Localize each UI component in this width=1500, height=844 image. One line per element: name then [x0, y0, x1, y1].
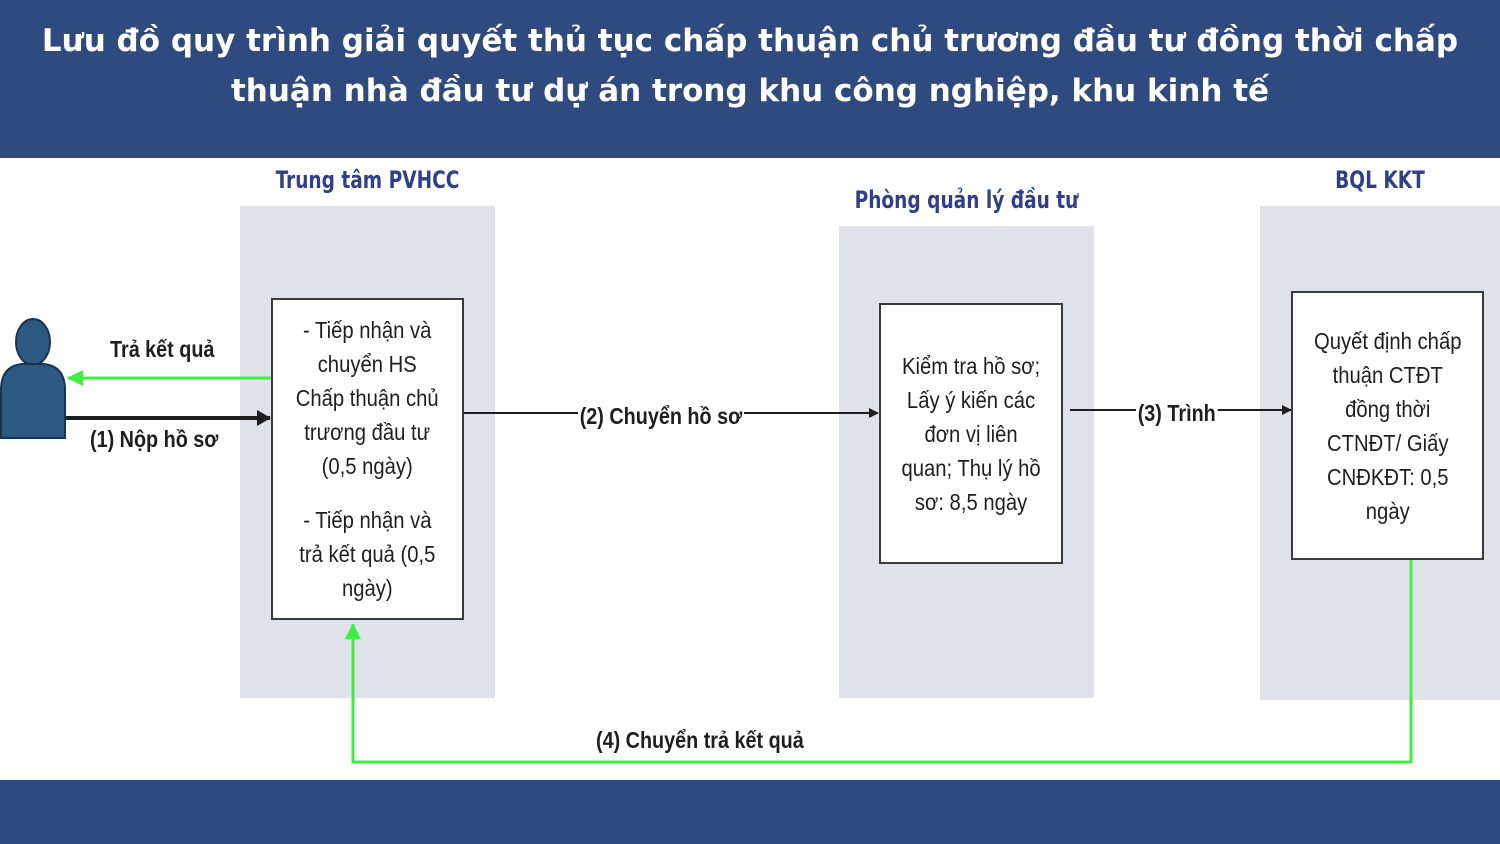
box-bql-line: CNĐKĐT: 0,5	[1326, 463, 1449, 490]
box-qldt-line: quan; Thụ lý hồ	[901, 454, 1041, 481]
box-pvhcc	[271, 298, 464, 620]
label-submit-up: (3) Trình	[1137, 400, 1216, 426]
box-pvhcc-line: trả kết quả (0,5	[299, 541, 436, 567]
box-qldt-line: đơn vị liên	[924, 420, 1018, 447]
label-transfer: (2) Chuyển hồ sơ	[579, 403, 743, 429]
label-return-result: Trả kết quả	[110, 336, 215, 362]
box-pvhcc-line: ngày)	[342, 575, 393, 601]
box-bql-line: CTNĐT/ Giấy	[1326, 429, 1449, 456]
box-qldt-line: Lấy ý kiến các	[906, 386, 1036, 413]
lane-title-qldt: Phòng quản lý đầu tư	[854, 186, 1079, 214]
box-pvhcc-line: trương đầu tư	[304, 419, 431, 445]
arrow-return-transfer	[353, 560, 1411, 762]
box-bql-line: đồng thời	[1344, 395, 1431, 422]
person-icon	[0, 316, 70, 442]
box-pvhcc-line: - Tiếp nhận và	[303, 507, 432, 533]
footer-band	[0, 780, 1500, 844]
box-pvhcc-line: chuyển HS	[317, 351, 417, 377]
box-qldt-line: Kiểm tra hồ sơ;	[901, 352, 1041, 379]
box-bql	[1291, 291, 1484, 560]
box-bql-text	[1314, 324, 1461, 528]
box-pvhcc-line: (0,5 ngày)	[321, 453, 414, 479]
title-line-2: thuận nhà đầu tư dự án trong khu công nghiệp, khu kinh tế	[230, 73, 1270, 109]
box-qldt-text	[901, 349, 1040, 519]
box-pvhcc-text-b	[299, 503, 435, 605]
box-bql-line: thuận CTĐT	[1332, 361, 1443, 388]
lane-title-pvhcc: Trung tâm PVHCC	[275, 166, 460, 194]
box-pvhcc-text-a	[296, 313, 439, 483]
lane-title-bql: BQL KKT	[1335, 166, 1425, 194]
box-qldt-line: sơ: 8,5 ngày	[914, 488, 1028, 515]
box-bql-line: ngày	[1365, 497, 1410, 524]
label-submit: (1) Nộp hồ sơ	[90, 426, 219, 452]
title-line-1: Lưu đồ quy trình giải quyết thủ tục chấp thuận chủ trương đầu tư đồng thời chấp	[41, 23, 1459, 59]
box-pvhcc-line: Chấp thuận chủ	[296, 385, 439, 411]
box-qldt	[879, 303, 1063, 564]
box-pvhcc-line: - Tiếp nhận và	[303, 317, 432, 343]
box-bql-line: Quyết định chấp	[1313, 327, 1462, 354]
label-return-transfer: (4) Chuyển trả kết quả	[596, 727, 804, 753]
